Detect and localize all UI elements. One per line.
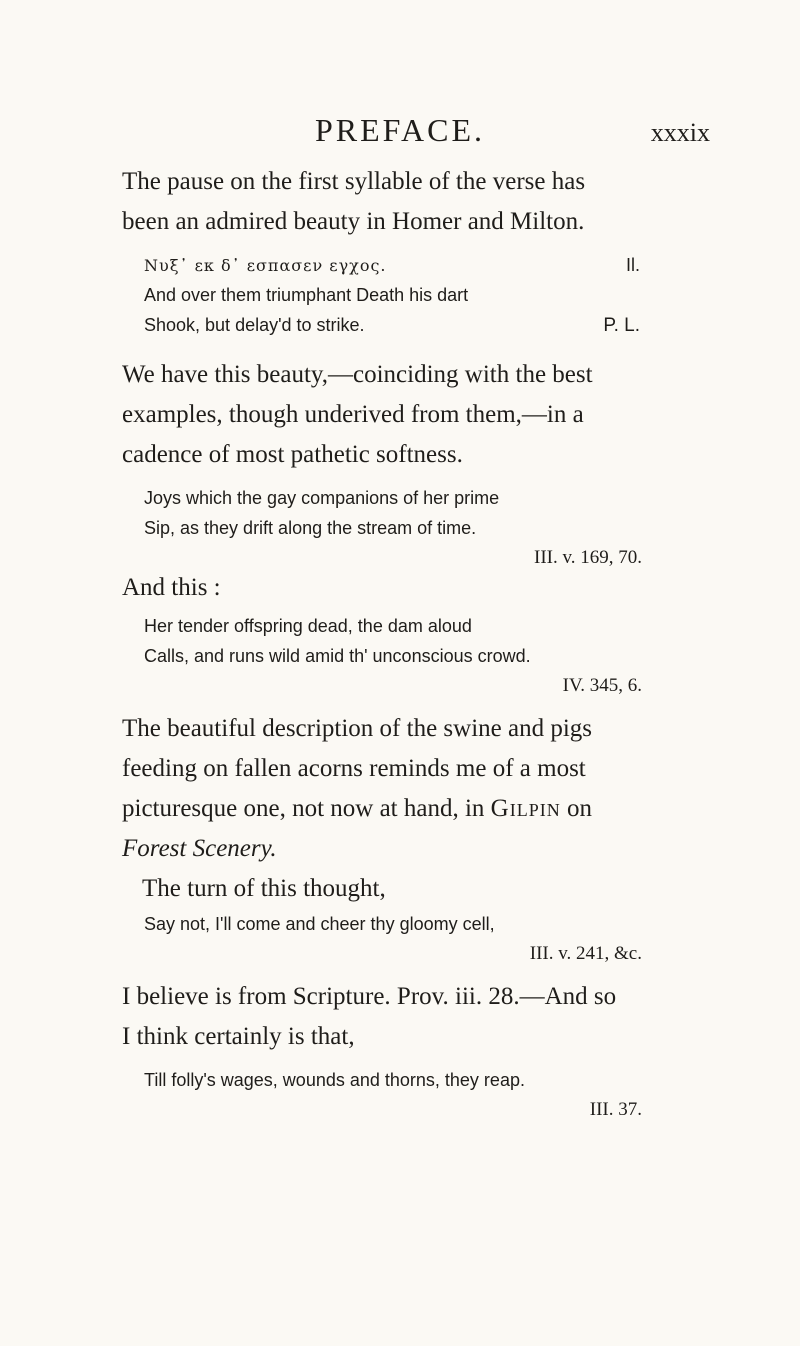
paragraph-line: cadence of most pathetic softness. [122,441,463,468]
quote-cite: P. L. [603,315,640,336]
text-run: on [566,795,592,822]
greek-quote [122,250,682,280]
quote-line: Sip, as they drift along the stream of time. [144,518,477,538]
greek-quote-cite: Il. [625,255,640,275]
page-number: xxxix [650,118,710,147]
paragraph-line: We have this beauty,—coinciding with the best [122,361,593,388]
author-name: Gilpin [490,795,561,822]
paragraph-line: I believe is from Scripture. Prov. iii. 28.—And so [122,983,617,1010]
paragraph-line: The pause on the first syllable of the verse has [122,168,586,195]
quote-cite: IV. 345, 6. [562,675,642,696]
quote-line: Say not, I'll come and cheer thy gloomy cell, [144,914,495,934]
text-run: picturesque one, not now at hand, in [122,795,485,822]
page-body [122,162,682,1125]
paragraph-line: The beautiful description of the swine and pigs [122,715,593,742]
page-header [0,112,800,158]
quote-line: Till folly's wages, wounds and thorns, they reap. [144,1070,525,1090]
quote-line: Joys which the gay companions of her prime [144,488,500,508]
paragraph-line: I think certainly is that, [122,1023,355,1050]
paragraph-line [122,789,682,829]
paragraph-line: been an admired beauty in Homer and Milton. [122,208,585,235]
paragraph-line: And this : [122,574,221,601]
paragraph-line: examples, though underived from them,—in a [122,401,584,428]
quote-cite: III. v. 169, 70. [534,547,642,568]
book-title: Forest Scenery. [122,835,277,862]
running-title: PREFACE. [314,112,486,148]
quote-cite: III. v. 241, &c. [529,943,642,964]
quote-line: Shook, but delay'd to strike. [144,315,365,335]
quote-line: Her tender offspring dead, the dam aloud [144,616,472,636]
paragraph-line: The turn of this thought, [142,875,386,902]
greek-quote-text: Νυξ᾽ εκ δ᾽ εσπασεν εγχος. [144,256,387,275]
quote-line: Calls, and runs wild amid th' unconscious crowd. [144,646,531,666]
milton-quote-last [122,310,682,341]
quote-cite: III. 37. [589,1099,642,1120]
quote-line: And over them triumphant Death his dart [144,285,469,305]
paragraph-line: feeding on fallen acorns reminds me of a most [122,755,586,782]
